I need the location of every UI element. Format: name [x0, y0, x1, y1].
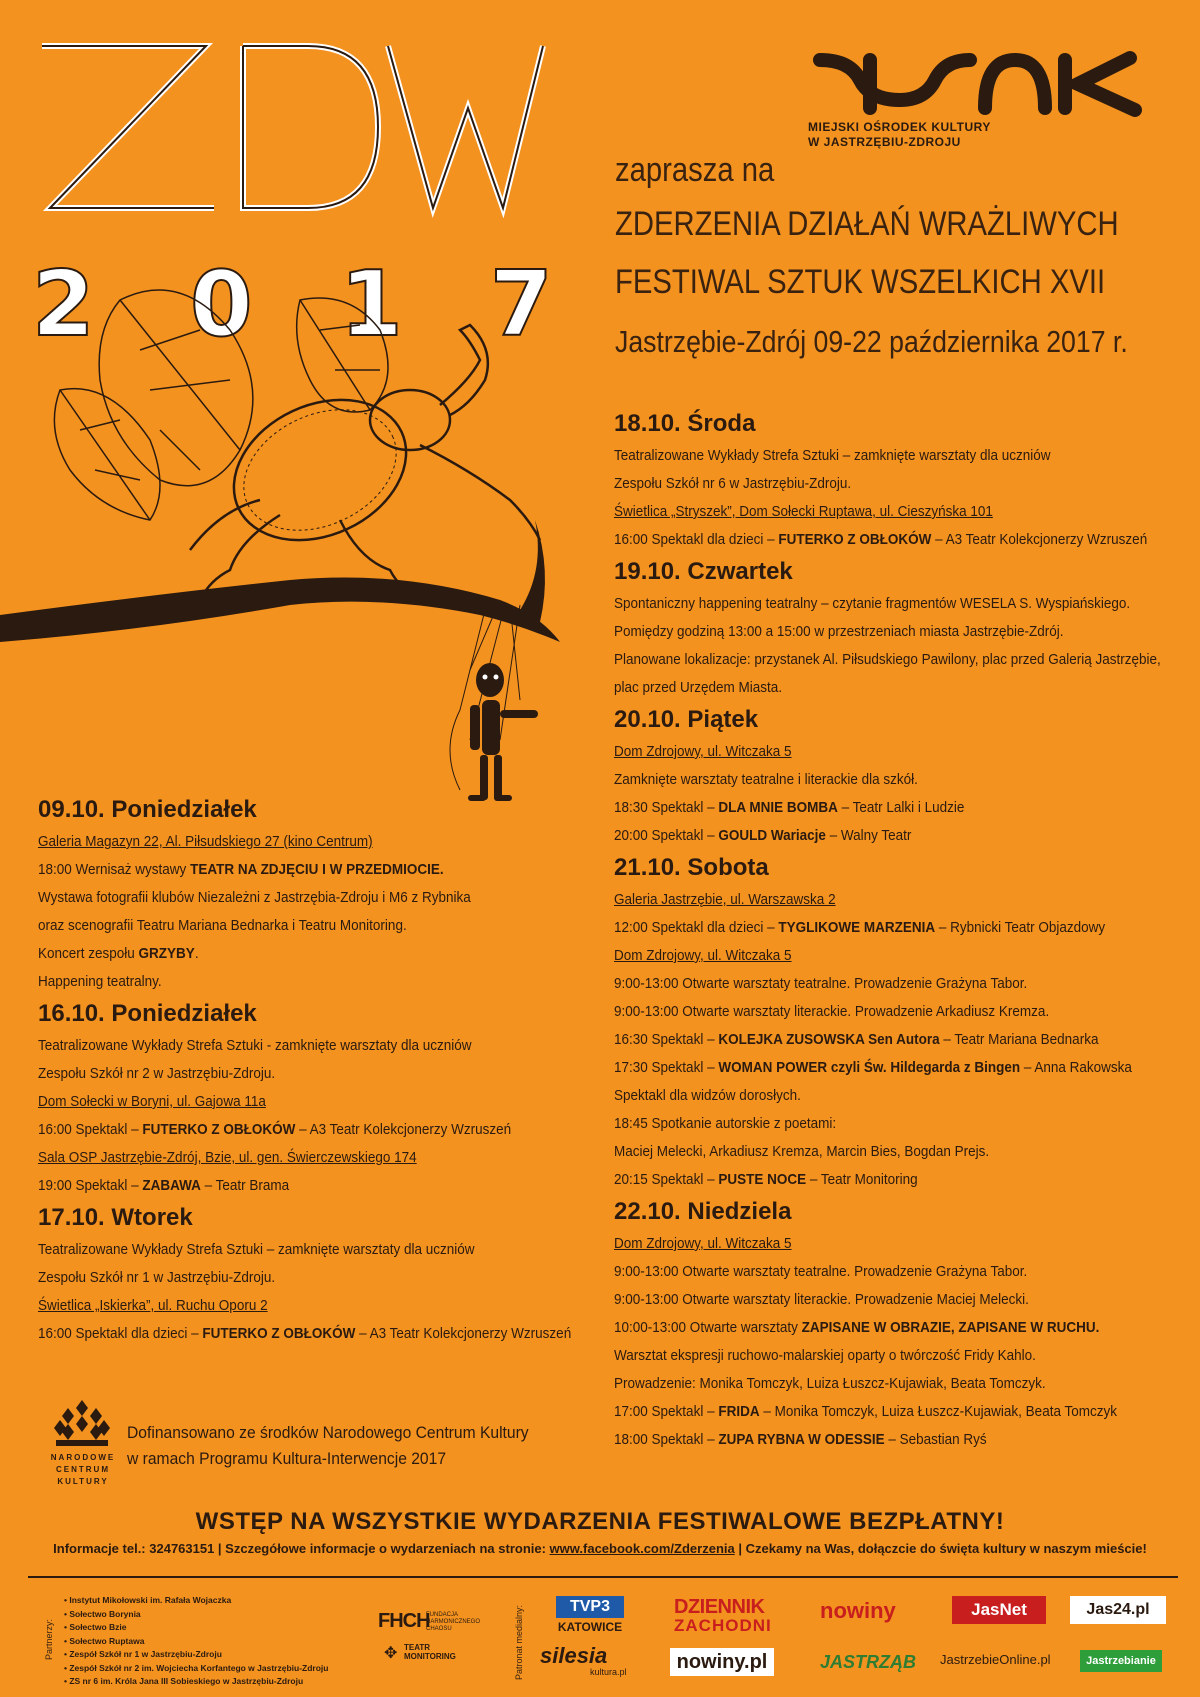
nowiny-pl-logo: nowiny.pl — [670, 1648, 774, 1676]
jastrzebie-online-logo: JastrzebieOnline.pl — [940, 1652, 1051, 1667]
tvp3-logo: TVP3 — [556, 1596, 624, 1618]
festival-dates: Jastrzębie-Zdrój 09-22 października 2017 r. — [615, 324, 1128, 359]
info-prefix: Informacje tel.: 324763151 | Szczegółowe informacje o wydarzeniach na stronie: — [53, 1541, 550, 1556]
mok-name — [808, 120, 991, 150]
event-title: TEATR NA ZDJĘCIU I W PRZEDMIOCIE. — [190, 861, 444, 878]
event-description: Teatralizowane Wykłady Strefa Sztuki – zamknięte warsztaty dla uczniów — [38, 1241, 475, 1258]
event-description: 9:00-13:00 Otwarte warsztaty teatralne. Prowadzenie Grażyna Tabor. — [614, 975, 1028, 992]
event-text: 18:00 Wernisaż wystawy — [38, 861, 191, 878]
partner-item: • Zespół Szkół nr 2 im. Wojciecha Korfantego w Jastrzębiu-Zdroju — [64, 1662, 329, 1673]
event-entry — [38, 940, 524, 968]
fhch-logo: FHCH — [378, 1610, 430, 1632]
event-text: 17:00 Spektakl – — [614, 1403, 719, 1420]
event-text: – Teatr Monitoring — [806, 1171, 918, 1188]
venue-location: Galeria Jastrzębie, ul. Warszawska 2 — [614, 891, 836, 908]
venue-location: Sala OSP Jastrzębie-Zdrój, Bzie, ul. gen. Świerczewskiego 174 — [38, 1149, 417, 1166]
partner-item: • Instytut Mikołowski im. Rafała Wojaczka — [64, 1595, 232, 1605]
info-suffix: | Czekamy na Was, dołączcie do święta kultury w naszym mieście! — [734, 1541, 1147, 1556]
footer-divider — [28, 1576, 1178, 1578]
year-digit-4: 7 — [490, 252, 553, 357]
year-digit-2: 0 — [190, 252, 253, 357]
event-entry — [614, 1426, 1127, 1454]
event-text: – A3 Teatr Kolekcjonerzy Wzruszeń — [355, 1325, 572, 1342]
beetle-icon — [211, 373, 429, 567]
venue-location: Galeria Magazyn 22, Al. Piłsudskiego 27 (kino Centrum) — [38, 833, 373, 850]
venue-location: Świetlica „Iskierka”, ul. Ruchu Oporu 2 — [38, 1297, 268, 1314]
partners-list — [64, 1594, 328, 1689]
event-text: – Sebastian Ryś — [884, 1431, 987, 1448]
event-text: 18:30 Spektakl – — [614, 799, 719, 816]
event-title: TYGLIKOWE MARZENIA — [778, 919, 936, 936]
event-description: Teatralizowane Wykłady Strefa Sztuki - zamknięte warsztaty dla uczniów — [38, 1037, 472, 1054]
event-entry — [38, 1116, 524, 1144]
info-line — [0, 1541, 1200, 1556]
event-description: 9:00-13:00 Otwarte warsztaty literackie. Prowadzenie Arkadiusz Kremza. — [614, 1003, 1050, 1020]
day-heading: 18.10. Środa — [614, 410, 756, 437]
event-title: ZUPA RYBNA W ODESSIE — [718, 1431, 885, 1448]
nck-label-line1: NARODOWE — [50, 1453, 116, 1462]
day-heading: 22.10. Niedziela — [614, 1198, 792, 1225]
jasnet-logo: JasNet — [952, 1596, 1046, 1624]
event-entry — [38, 1320, 572, 1348]
event-text: 18:00 Spektakl – — [614, 1431, 719, 1448]
event-entry — [614, 914, 1127, 942]
event-text: – Walny Teatr — [825, 827, 912, 844]
event-text: 17:30 Spektakl – — [614, 1059, 719, 1076]
venue-location: Dom Zdrojowy, ul. Witczaka 5 — [614, 743, 792, 760]
partner-item: • Sołectwo Ruptawa — [64, 1635, 145, 1646]
event-text: – Teatr Mariana Bednarka — [939, 1031, 1099, 1048]
event-text: 16:00 Spektakl dla dzieci – — [38, 1325, 203, 1342]
event-description: 9:00-13:00 Otwarte warsztaty literackie. Prowadzenie Maciej Melecki. — [614, 1291, 1029, 1308]
teatr-monitoring-icon: ✥ — [384, 1645, 398, 1662]
day-heading: 21.10. Sobota — [614, 854, 769, 881]
event-description: Maciej Melecki, Arkadiusz Kremza, Marcin Bies, Bogdan Prejs. — [614, 1143, 990, 1160]
event-description: 18:45 Spotkanie autorskie z poetami: — [614, 1115, 837, 1132]
free-entry-banner: WSTĘP NA WSZYSTKIE WYDARZENIA FESTIWALOWE BEZPŁATNY! — [195, 1508, 1005, 1535]
event-title: ZAPISANE W OBRAZIE, ZAPISANE W RUCHU. — [801, 1319, 1100, 1336]
event-entry — [614, 1026, 1127, 1054]
partner-item: • Zespół Szkół nr 1 w Jastrzębiu-Zdroju — [64, 1649, 222, 1659]
event-text: – Rybnicki Teatr Objazdowy — [935, 919, 1106, 936]
event-description: Happening teatralny. — [38, 973, 162, 990]
event-text: 16:00 Spektakl – — [38, 1121, 143, 1138]
leaf-icon — [99, 290, 253, 486]
festival-subtitle: FESTIWAL SZTUK WSZELKICH XVII — [615, 263, 1106, 301]
event-description: Zamknięte warsztaty teatralne i literackie dla szkół. — [614, 771, 918, 788]
event-description: 9:00-13:00 Otwarte warsztaty teatralne. Prowadzenie Grażyna Tabor. — [614, 1263, 1028, 1280]
facebook-link[interactable]: www.facebook.com/Zderzenia — [549, 1541, 735, 1556]
fhch-subtitle: FUNDACJA HARMONICZNEGO CHAOSU — [426, 1612, 480, 1632]
tvp3-city: KATOWICE — [557, 1620, 623, 1634]
event-entry — [38, 856, 524, 884]
event-text: 12:00 Spektakl dla dzieci – — [614, 919, 779, 936]
zdw-logo — [38, 38, 548, 218]
day-heading: 20.10. Piątek — [614, 706, 759, 733]
event-text: – Teatr Lalki i Ludzie — [837, 799, 965, 816]
event-description: Planowane lokalizacje: przystanek Al. Piłsudskiego Pawilony, plac przed Galerią Jastrzębie, — [614, 651, 1161, 668]
event-title: KOLEJKA ZUSOWSKA Sen Autora — [718, 1031, 940, 1048]
event-entry — [614, 1054, 1132, 1082]
mok-name-line2: W JASTRZĘBIU-ZDROJU — [808, 135, 961, 149]
event-text: 19:00 Spektakl – — [38, 1177, 143, 1194]
nck-label-line3: KULTURY — [57, 1477, 109, 1486]
event-text: . — [194, 945, 199, 962]
intro-invite: zaprasza na — [615, 151, 775, 189]
jastrzab-logo: JASTRZĄB — [820, 1652, 917, 1672]
partner-item: • Sołectwo Borynia — [64, 1608, 141, 1619]
event-title: FUTERKO Z OBŁOKÓW — [778, 531, 932, 548]
event-text: 16:00 Spektakl dla dzieci – — [614, 531, 779, 548]
event-title: ZABAWA — [142, 1177, 201, 1194]
event-description: Wystawa fotografii klubów Niezależni z Jastrzębia-Zdroju i M6 z Rybnika — [38, 889, 471, 906]
left-schedule — [38, 792, 578, 1348]
nck-label-line2: CENTRUM — [56, 1465, 110, 1474]
event-description: Zespołu Szkół nr 2 w Jastrzębiu-Zdroju. — [38, 1065, 276, 1082]
venue-location: Dom Sołecki w Boryni, ul. Gajowa 11a — [38, 1093, 266, 1110]
event-text: – Anna Rakowska — [1020, 1059, 1132, 1076]
year-digit-3: 1 — [340, 252, 403, 357]
mok-logo-icon — [810, 48, 1150, 118]
event-title: FUTERKO Z OBŁOKÓW — [142, 1121, 296, 1138]
event-text: – A3 Teatr Kolekcjonerzy Wzruszeń — [295, 1121, 512, 1138]
mok-name-line1: MIEJSKI OŚRODEK KULTURY — [808, 120, 991, 134]
funding-line1: Dofinansowano ze środków Narodowego Centrum Kultury — [127, 1423, 529, 1442]
event-description: Spektakl dla widzów dorosłych. — [614, 1087, 801, 1104]
festival-title: ZDERZENIA DZIAŁAŃ WRAŻLIWYCH — [615, 205, 1119, 243]
zachodni-logo: ZACHODNI — [674, 1616, 772, 1635]
event-description: Warsztat ekspresji ruchowo-malarskiej oparty o twórczość Fridy Kahlo. — [614, 1347, 1036, 1364]
event-text: – Monika Tomczyk, Luiza Łuszcz-Kujawiak, Beata Tomczyk — [759, 1403, 1117, 1420]
nck-label — [48, 1452, 118, 1488]
partner-item: • Sołectwo Bzie — [64, 1622, 127, 1632]
event-text: 20:00 Spektakl – — [614, 827, 719, 844]
year-digit-1: 2 — [32, 252, 95, 357]
event-description: oraz scenografii Teatru Mariana Bednarka i Teatru Monitoring. — [38, 917, 407, 934]
venue-location: Dom Zdrojowy, ul. Witczaka 5 — [614, 1235, 792, 1252]
event-title: PUSTE NOCE — [718, 1171, 807, 1188]
day-heading: 09.10. Poniedziałek — [38, 796, 257, 823]
right-schedule — [614, 406, 1184, 1454]
venue-location: Świetlica „Stryszek”, Dom Sołecki Ruptawa, ul. Cieszyńska 101 — [614, 503, 993, 520]
event-description: Pomiędzy godziną 13:00 a 15:00 w przestrzeniach miasta Jastrzębie-Zdrój. — [614, 623, 1064, 640]
event-entry — [614, 1314, 1127, 1342]
day-heading: 17.10. Wtorek — [38, 1204, 193, 1231]
jas24-logo: Jas24.pl — [1070, 1596, 1166, 1624]
event-entry — [614, 1398, 1127, 1426]
event-title: DLA MNIE BOMBA — [718, 799, 838, 816]
event-description: Spontaniczny happening teatralny – czytanie fragmentów WESELA S. Wyspiańskiego. — [614, 595, 1131, 612]
branch-icon — [0, 578, 560, 643]
jastrzebianie-logo: Jastrzebianie — [1080, 1650, 1162, 1672]
event-text: – A3 Teatr Kolekcjonerzy Wzruszeń — [931, 531, 1148, 548]
event-text: 10:00-13:00 Otwarte warsztaty — [614, 1319, 802, 1336]
event-entry — [38, 1172, 524, 1200]
event-title: GRZYBY — [138, 945, 195, 962]
event-text: 16:30 Spektakl – — [614, 1031, 719, 1048]
partners-label: Partnerzy: — [44, 1618, 54, 1660]
event-title: GOULD Wariacje — [718, 827, 826, 844]
event-entry — [614, 1166, 1127, 1194]
event-entry — [614, 526, 1148, 554]
event-description: Teatralizowane Wykłady Strefa Sztuki – zamknięte warsztaty dla uczniów — [614, 447, 1051, 464]
event-description: plac przed Urzędem Miasta. — [614, 679, 783, 696]
event-text: Koncert zespołu — [38, 945, 139, 962]
partner-item: • ZS nr 6 im. Króla Jana III Sobieskiego w Jastrzębiu-Zdroju — [64, 1676, 304, 1686]
silesia-logo: silesia — [540, 1643, 608, 1668]
event-description: Prowadzenie: Monika Tomczyk, Luiza Łuszcz-Kujawiak, Beata Tomczyk. — [614, 1375, 1046, 1392]
funding-line2: w ramach Programu Kultura-Interwencje 2017 — [127, 1449, 447, 1468]
event-title: FRIDA — [718, 1403, 760, 1420]
marionette-icon — [468, 663, 538, 801]
event-entry — [614, 794, 1127, 822]
event-text: – Teatr Brama — [200, 1177, 290, 1194]
day-heading: 16.10. Poniedziałek — [38, 1000, 257, 1027]
nck-logo-icon — [52, 1398, 112, 1448]
event-description: Zespołu Szkół nr 1 w Jastrzębiu-Zdroju. — [38, 1269, 276, 1286]
funding-note — [127, 1420, 529, 1472]
silesia-subtitle: kultura.pl — [590, 1667, 627, 1677]
nowiny-logo: nowiny — [820, 1598, 896, 1623]
teatr-monitoring-logo: TEATR MONITORING — [404, 1643, 456, 1661]
event-entry — [614, 822, 1127, 850]
event-text: 20:15 Spektakl – — [614, 1171, 719, 1188]
venue-location: Dom Zdrojowy, ul. Witczaka 5 — [614, 947, 792, 964]
event-description: Zespołu Szkół nr 6 w Jastrzębiu-Zdroju. — [614, 475, 852, 492]
dziennik-logo: DZIENNIK — [674, 1596, 765, 1618]
media-label: Patronat medialny: — [514, 1604, 524, 1680]
event-title: WOMAN POWER czyli Św. Hildegarda z Bingen — [718, 1059, 1021, 1076]
event-title: FUTERKO Z OBŁOKÓW — [202, 1325, 356, 1342]
day-heading: 19.10. Czwartek — [614, 558, 793, 585]
